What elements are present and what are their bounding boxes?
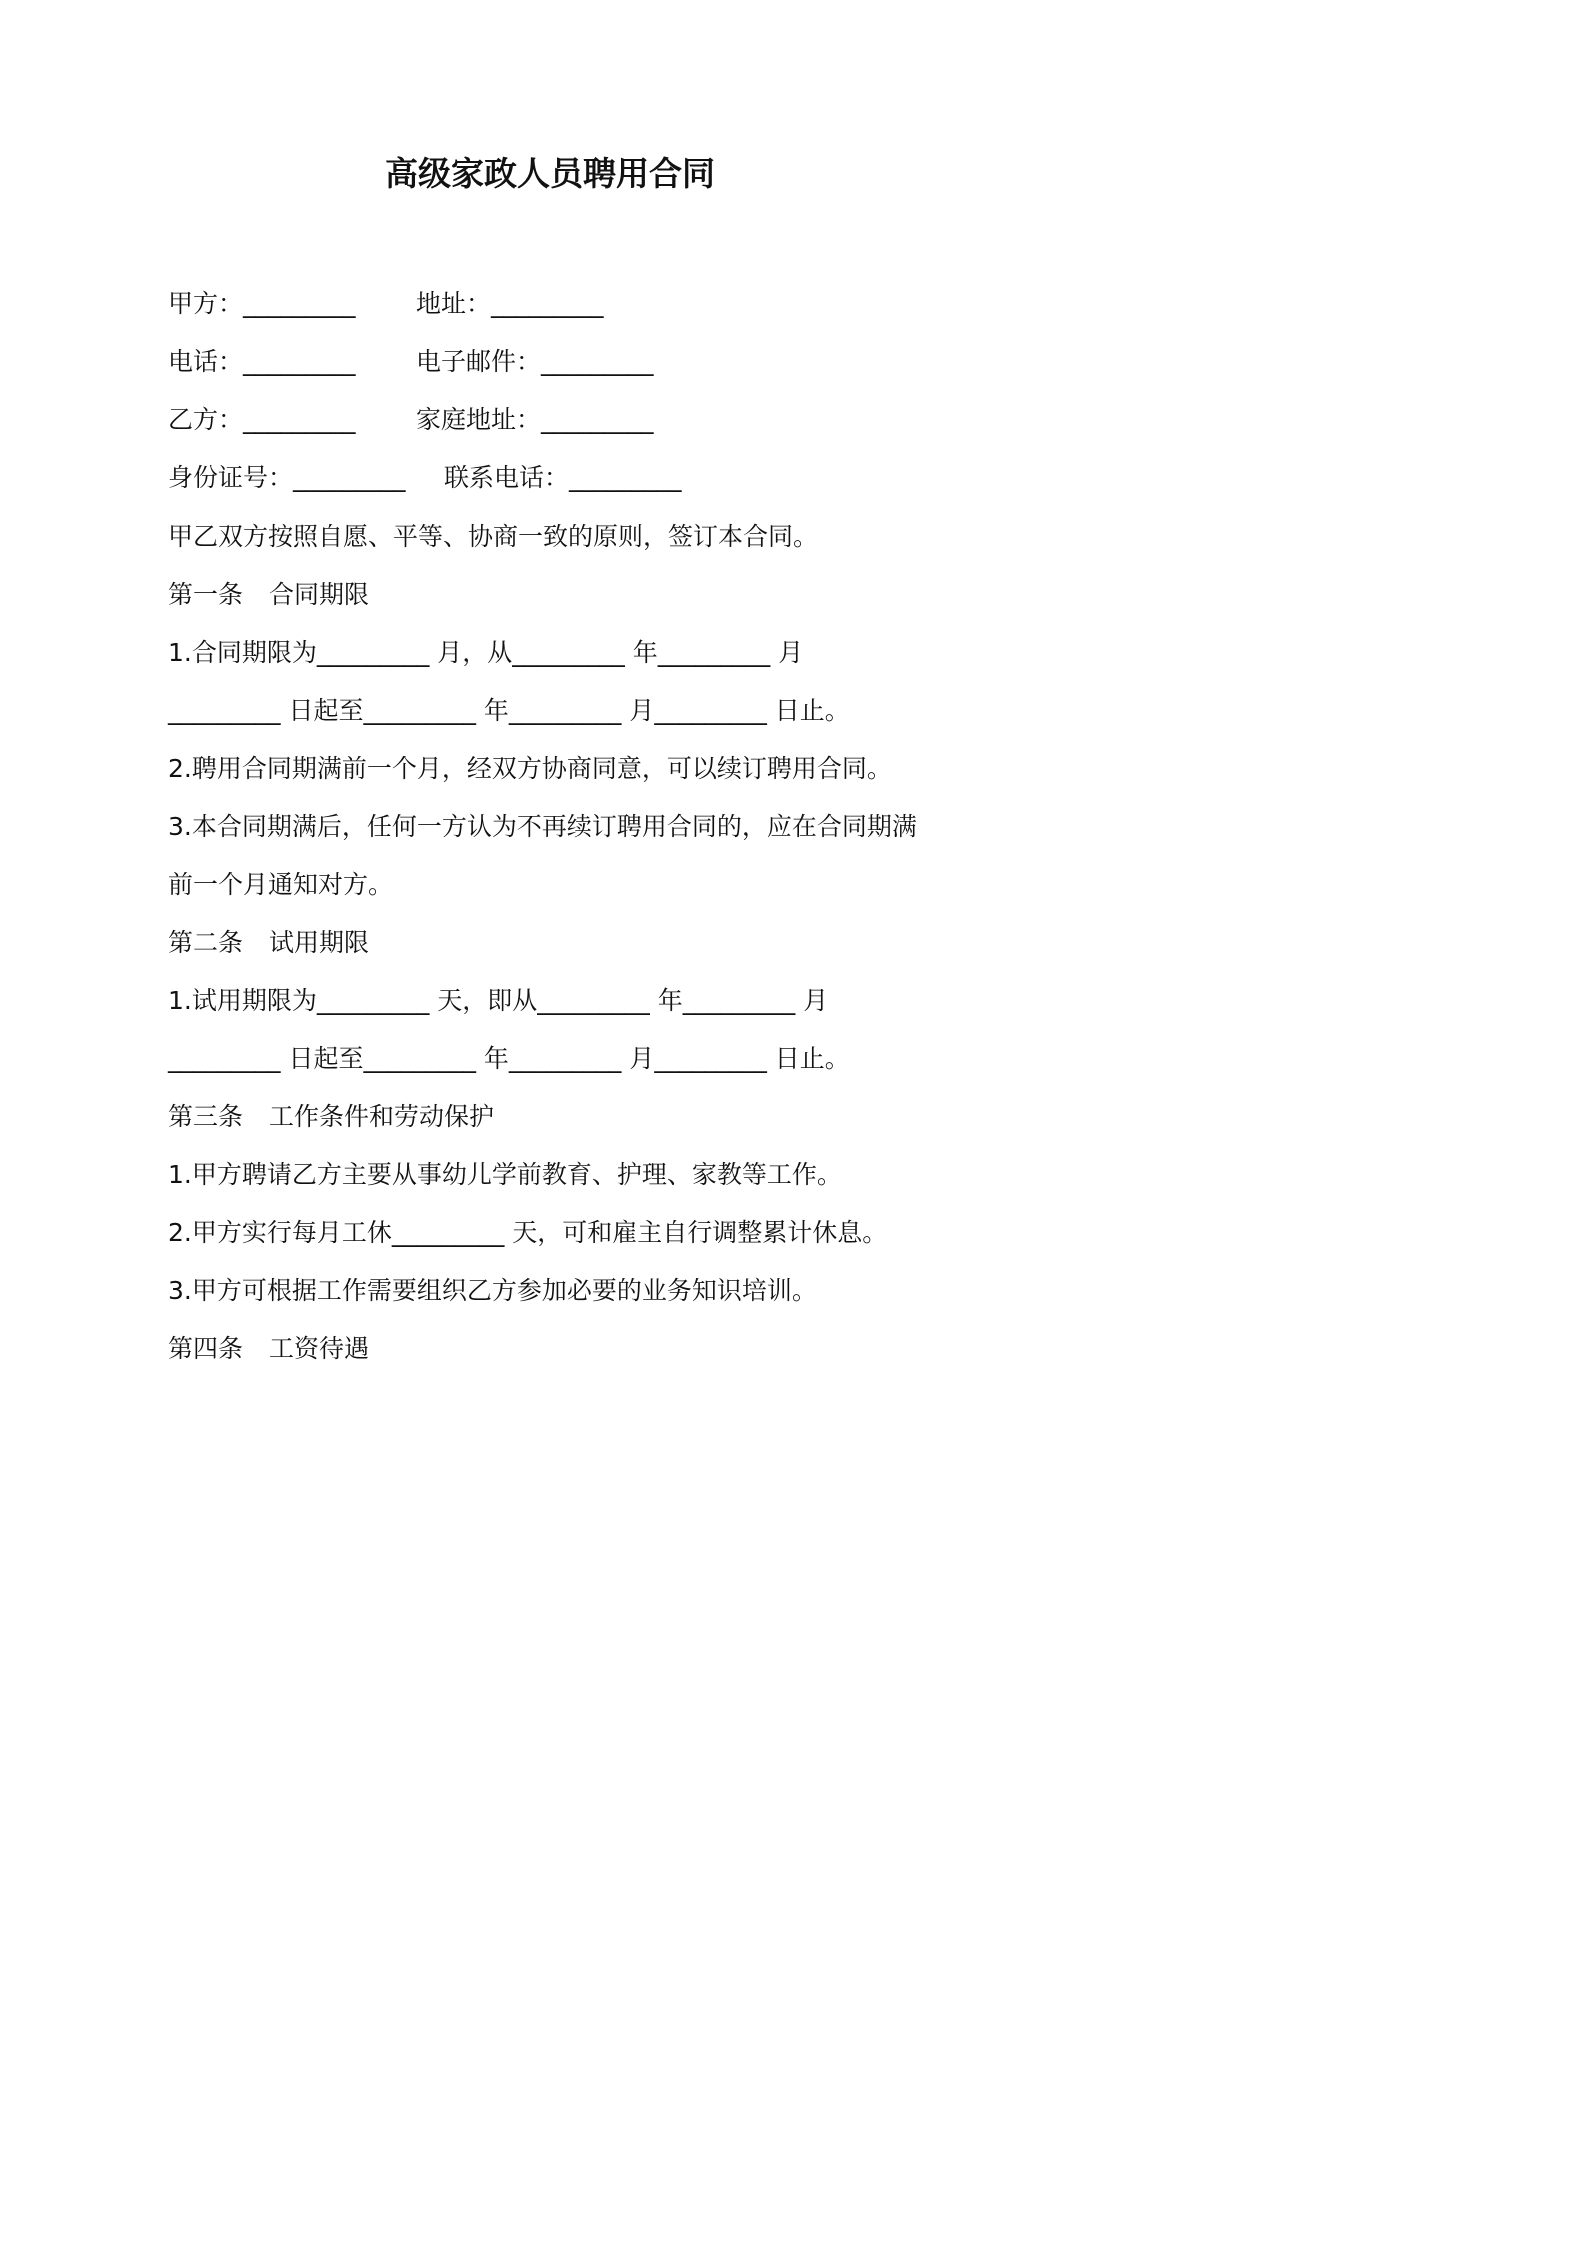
address-field: 地址：_________ (416, 289, 604, 318)
contact-phone-field: 联系电话：_________ (444, 463, 682, 492)
article-4-number: 第四条 (168, 1334, 244, 1363)
party-a-field: 甲方：_________ (168, 289, 356, 318)
article-3-clause-1: 1.甲方聘请乙方主要从事幼儿学前教育、护理、家教等工作。 (168, 1160, 842, 1189)
article-1-clause-3-line-2: 前一个月通知对方。 (168, 870, 394, 899)
id-number-field: 身份证号：_________ (168, 463, 406, 492)
phone-field: 电话：_________ (168, 347, 356, 376)
article-2-title: 试用期限 (269, 928, 370, 957)
contract-page (0, 0, 1100, 1556)
article-2-clause-1-line-1: 1.试用期限为_________ 天，即从_________ 年_________ 月 (168, 986, 829, 1015)
article-1-clause-2: 2.聘用合同期满前一个月，经双方协商同意，可以续订聘用合同。 (168, 754, 892, 783)
party-b-field: 乙方：_________ (168, 405, 356, 434)
article-2-heading (168, 926, 369, 960)
article-3-clause-2: 2.甲方实行每月工休_________ 天，可和雇主自行调整累计休息。 (168, 1218, 888, 1247)
intro-paragraph: 甲乙双方按照自愿、平等、协商一致的原则，签订本合同。 (168, 522, 819, 551)
home-address-field: 家庭地址：_________ (416, 405, 654, 434)
article-1-clause-3-line-1: 3.本合同期满后，任何一方认为不再续订聘用合同的，应在合同期满 (168, 812, 917, 841)
article-4-heading (168, 1332, 369, 1366)
article-1-clause-1-line-1: 1.合同期限为_________ 月，从_________ 年_________ 月 (168, 638, 804, 667)
article-1-title: 合同期限 (269, 580, 370, 609)
article-1-clause-1-line-2: _________ 日起至_________ 年_________ 月_________ 日止。 (168, 696, 850, 725)
article-3-title: 工作条件和劳动保护 (269, 1102, 495, 1131)
email-field: 电子邮件：_________ (416, 347, 654, 376)
article-2-clause-1-line-2: _________ 日起至_________ 年_________ 月_________ 日止。 (168, 1044, 850, 1073)
article-3-number: 第三条 (168, 1102, 244, 1131)
article-3-clause-3: 3.甲方可根据工作需要组织乙方参加必要的业务知识培训。 (168, 1276, 817, 1305)
document-title: 高级家政人员聘用合同 (385, 154, 715, 193)
article-1-number: 第一条 (168, 580, 244, 609)
article-1-heading (168, 578, 369, 612)
article-4-title: 工资待遇 (269, 1334, 370, 1363)
article-3-heading (168, 1100, 494, 1134)
article-2-number: 第二条 (168, 928, 244, 957)
